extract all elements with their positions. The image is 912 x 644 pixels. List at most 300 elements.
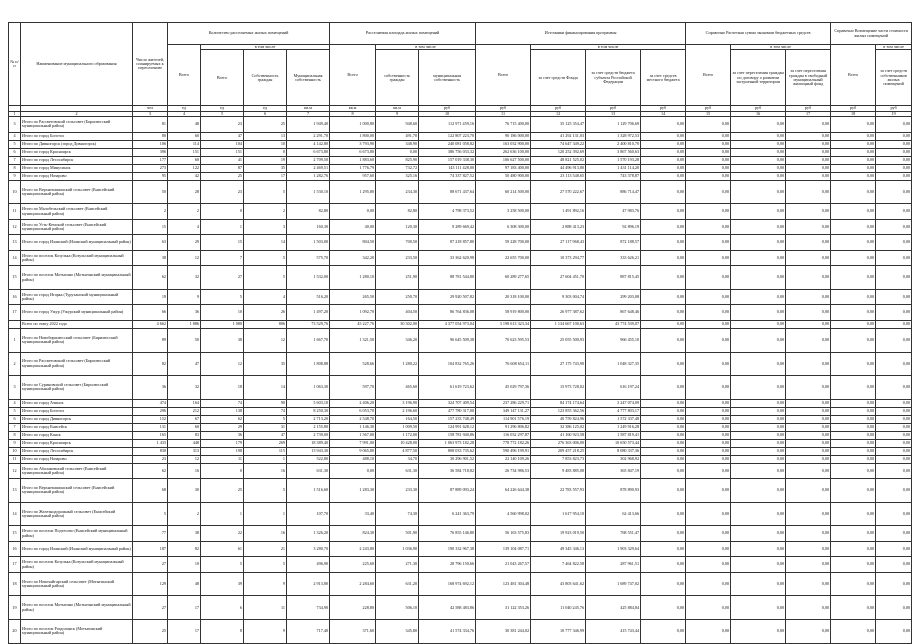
value-cell: 496,90	[287, 557, 330, 573]
municipality-name-cell: Всего по этапу 2022 года	[21, 320, 133, 328]
value-cell: 32	[168, 266, 201, 290]
value-cell: 0,00	[686, 541, 731, 557]
value-cell: 0,00	[686, 117, 731, 133]
value-cell: 87	[201, 164, 244, 172]
value-cell: 0,00	[731, 204, 786, 220]
value-cell: 0,00	[831, 305, 876, 321]
value-cell: 0,00	[831, 423, 876, 431]
value-cell: 404,50	[376, 305, 419, 321]
row-number-cell: 8	[9, 164, 21, 172]
header-area-incl: в том числе	[376, 45, 476, 50]
value-cell: 104	[201, 140, 244, 148]
value-cell: 488,10	[330, 455, 376, 463]
value-cell: 10	[201, 305, 244, 321]
value-cell: 7 464 822,58	[531, 557, 586, 573]
unit-cell: чел	[133, 106, 168, 111]
value-cell: 465,60	[376, 376, 419, 400]
value-cell: 0,00	[786, 352, 831, 376]
header-economy-total: Всего	[686, 45, 731, 106]
value-cell: 10	[244, 140, 287, 148]
value-cell: 29	[201, 423, 244, 431]
value-cell: 2 284,60	[330, 572, 376, 596]
value-cell: 966 455,10	[586, 328, 641, 352]
value-cell: 0,00	[876, 164, 912, 172]
value-cell: 743 378,87	[586, 172, 641, 180]
value-cell: 112 971 459,16	[419, 117, 476, 133]
row-number-cell: 18	[9, 572, 21, 596]
value-cell: 90 186 000,00	[476, 132, 531, 140]
table-row	[9, 204, 912, 220]
value-cell: 1 328 972,53	[586, 132, 641, 140]
header-funding-group: Источники финансирования программы	[476, 23, 686, 45]
value-cell: 0,00	[786, 328, 831, 352]
value-cell: 25	[244, 117, 287, 133]
value-cell: 0,00	[786, 431, 831, 439]
row-number-cell: 17	[9, 557, 21, 573]
value-cell: 0,00	[831, 376, 876, 400]
value-cell: 0,00	[786, 399, 831, 407]
municipality-name-cell: Итого по город Боготол	[21, 407, 133, 415]
value-cell: 26 977 387,62	[531, 305, 586, 321]
value-cell: 4 377 054 973,04	[419, 320, 476, 328]
value-cell: 0,00	[731, 148, 786, 156]
value-cell: 0,00	[686, 455, 731, 463]
row-number-cell: 20	[9, 620, 21, 644]
value-cell: 115	[244, 447, 287, 455]
column-number-cell: 8	[330, 111, 376, 116]
value-cell: 138	[201, 407, 244, 415]
value-cell: 73 529,76	[287, 320, 330, 328]
value-cell: 296	[133, 407, 168, 415]
value-cell: 0,00	[876, 266, 912, 290]
value-cell: 90	[244, 399, 287, 407]
table-row	[9, 132, 912, 140]
row-number-cell: 15	[9, 526, 21, 542]
value-cell: 325,16	[376, 172, 419, 180]
value-cell: 0,00	[686, 266, 731, 290]
value-cell: 39	[201, 572, 244, 596]
value-cell: 872 188,57	[586, 235, 641, 251]
value-cell: 1 280,22	[376, 352, 419, 376]
value-cell: 4 777 803,17	[586, 407, 641, 415]
value-cell: 80	[133, 132, 168, 140]
value-cell: 1 063,30	[287, 376, 330, 400]
row-number-cell: 4	[9, 399, 21, 407]
value-cell: 233,50	[376, 250, 419, 266]
value-cell: 48	[168, 117, 201, 133]
value-cell: 77	[133, 526, 168, 542]
row-number-cell: 2	[9, 352, 21, 376]
row-number-cell: 7	[9, 423, 21, 431]
table-row	[9, 172, 912, 180]
value-cell: 4	[244, 289, 287, 305]
row-number-cell: 10	[9, 180, 21, 204]
value-cell: 32 386 125,02	[531, 423, 586, 431]
value-cell: 0,00	[876, 148, 912, 156]
value-cell: 2 406,20	[330, 399, 376, 407]
row-number-cell: 15	[9, 266, 21, 290]
municipality-name-cell: Итого по Малобельский сельсовет (Енисейский муниципальный район)	[21, 204, 133, 220]
column-number-cell: 3	[133, 111, 168, 116]
value-cell: 0,00	[686, 439, 731, 447]
row-number-cell: 11	[9, 455, 21, 463]
value-cell: 0,00	[686, 447, 731, 455]
value-cell: 1 883,60	[330, 156, 376, 164]
value-cell: 474	[133, 399, 168, 407]
value-cell: 8 250,30	[287, 407, 330, 415]
value-cell: 1 000,80	[330, 117, 376, 133]
municipality-name-cell: Итого по Верхнепашинский сельсовет (Енисейский муниципальный район)	[21, 479, 133, 503]
value-cell: 225,60	[330, 557, 376, 573]
value-cell: 97 183 400,00	[476, 164, 531, 172]
value-cell: 0,00	[876, 204, 912, 220]
value-cell: 0,00	[641, 235, 686, 251]
value-cell: 867 648,46	[586, 305, 641, 321]
value-cell: 0,00	[876, 250, 912, 266]
value-cell: 0,00	[731, 352, 786, 376]
value-cell: 0,00	[641, 305, 686, 321]
value-cell: 732,72	[376, 164, 419, 172]
municipality-name-cell: Итого по город Иланский (Иланский муниципальный район)	[21, 541, 133, 557]
value-cell: 233,30	[376, 479, 419, 503]
value-cell: 0,00	[731, 479, 786, 503]
value-cell: 3 258 500,00	[476, 204, 531, 220]
value-cell: 324 707 409,54	[419, 399, 476, 407]
value-cell: 830	[133, 447, 168, 455]
value-cell: 0,00	[731, 235, 786, 251]
value-cell: 0,00	[831, 407, 876, 415]
value-cell: 0,00	[686, 479, 731, 503]
value-cell: 2 913,80	[287, 572, 330, 596]
value-cell: 250,70	[376, 289, 419, 305]
value-cell: 590 496 199,91	[476, 447, 531, 455]
value-cell: 825,90	[376, 156, 419, 164]
value-cell: 734,90	[287, 596, 330, 620]
municipality-name-cell: Итого по Абалаковский сельсовет (Енисейский муниципальный район)	[21, 463, 133, 479]
value-cell: 0,00	[686, 132, 731, 140]
value-cell: 0,00	[786, 117, 831, 133]
municipality-name-cell: Итого по Новохайгарский сельсовет (Мотыгинский муниципальный район)	[21, 572, 133, 596]
value-cell: 415 743,44	[586, 620, 641, 644]
value-cell: 31	[244, 423, 287, 431]
municipality-name-cell: Итого по город Назарово	[21, 172, 133, 180]
value-cell: 0,00	[831, 526, 876, 542]
table-body	[9, 117, 912, 643]
value-cell: 0,00	[786, 164, 831, 172]
value-cell: 45 029 797,36	[476, 376, 531, 400]
value-cell: 0,00	[641, 376, 686, 400]
value-cell: 157 019 338,30	[419, 156, 476, 164]
value-cell: 0,00	[641, 596, 686, 620]
table-row	[9, 235, 912, 251]
value-cell: 0,00	[831, 479, 876, 503]
row-number-cell: 5	[9, 140, 21, 148]
value-cell: 5	[201, 289, 244, 305]
value-cell: 48 821 525,02	[531, 156, 586, 164]
municipality-name-cell: Итого по город Минусинск	[21, 164, 133, 172]
value-cell: 0,00	[641, 219, 686, 235]
value-cell: 1 080	[201, 320, 244, 328]
value-cell: 20 318 100,00	[476, 289, 531, 305]
value-cell: 0,00	[786, 526, 831, 542]
value-cell: 23	[201, 117, 244, 133]
value-cell: 0,00	[686, 352, 731, 376]
value-cell: 10 373 294,77	[531, 250, 586, 266]
value-cell: 1 326,20	[287, 526, 330, 542]
value-cell: 0,00	[641, 431, 686, 439]
value-cell: 41 574 334,76	[419, 620, 476, 644]
value-cell: 0,00	[731, 407, 786, 415]
value-cell: 70 623 595,53	[476, 328, 531, 352]
column-number-cell: 5	[201, 111, 244, 116]
value-cell: 0,00	[831, 447, 876, 455]
value-cell: 0,00	[686, 219, 731, 235]
value-cell: 1 689 747,02	[586, 572, 641, 596]
value-cell: 0,00	[831, 289, 876, 305]
value-cell: 1 092,70	[330, 305, 376, 321]
value-cell: 18 389,40	[287, 439, 330, 447]
value-cell: 1 808,88	[287, 352, 330, 376]
value-cell: 345,80	[376, 620, 419, 644]
row-number-cell: 16	[9, 541, 21, 557]
value-cell: 41	[201, 156, 244, 164]
value-cell: 0,00	[641, 439, 686, 447]
row-number-cell: 9	[9, 439, 21, 447]
value-cell: 0,00	[731, 455, 786, 463]
value-cell: 0,00	[641, 148, 686, 156]
value-cell: 1 129 706,69	[586, 117, 641, 133]
value-cell: 778 772 182,26	[476, 439, 531, 447]
value-cell: 209 457 218,25	[531, 447, 586, 455]
value-cell: 0,00	[876, 447, 912, 455]
value-cell: 0,00	[731, 376, 786, 400]
value-cell: 47	[244, 431, 287, 439]
value-cell: 0,00	[831, 596, 876, 620]
value-cell: 0,00	[831, 620, 876, 644]
value-cell: 16	[244, 463, 287, 479]
value-cell: 87 889 093,24	[419, 479, 476, 503]
value-cell: 5 603,10	[287, 399, 330, 407]
value-cell: 49 345 346,13	[531, 541, 586, 557]
table-row	[9, 439, 912, 447]
value-cell: 122	[168, 164, 201, 172]
value-cell: 276 363 006,00	[531, 439, 586, 447]
value-cell: 2	[244, 204, 287, 220]
header-count-total-sub: Всего	[201, 50, 244, 106]
value-cell: 0,00	[731, 172, 786, 180]
municipality-name-cell: Итого по Суриновский сельсовет (Бирилюсский муниципальный район)	[21, 376, 133, 400]
value-cell: 22 655 700,00	[476, 250, 531, 266]
value-cell: 47 983,76	[586, 204, 641, 220]
value-cell: 1 516,60	[287, 479, 330, 503]
value-cell: 27	[133, 596, 168, 620]
value-cell: 60 214 500,00	[476, 180, 531, 204]
value-cell: 0,00	[731, 140, 786, 148]
value-cell: 6 241 363,79	[419, 502, 476, 526]
value-cell: 0,00	[641, 557, 686, 573]
value-cell: 43 774 539,07	[586, 320, 641, 328]
value-cell: 1 433	[133, 439, 168, 447]
municipality-name-cell: Итого по Железнодорожный сельсовет (Енисейский муниципальный район)	[21, 502, 133, 526]
value-cell: 804,50	[330, 235, 376, 251]
value-cell: 160,30	[287, 219, 330, 235]
value-cell: 0,00	[876, 541, 912, 557]
value-cell: 1 036,90	[376, 541, 419, 557]
value-cell: 396	[133, 148, 168, 156]
value-cell: 0,00	[786, 557, 831, 573]
value-cell: 0,00	[731, 557, 786, 573]
unit-cell: руб	[731, 106, 786, 111]
value-cell: 21 043 267,57	[476, 557, 531, 573]
unit-cell: руб	[641, 106, 686, 111]
value-cell: 164,50	[376, 415, 419, 423]
value-cell: 84 174 174,64	[531, 399, 586, 407]
header-excess-incl: в том числе	[876, 45, 912, 50]
value-cell: 0,00	[686, 328, 731, 352]
value-cell: 82	[168, 541, 201, 557]
value-cell: 2 196,60	[376, 407, 419, 415]
table-row	[9, 219, 912, 235]
header-residents: Число жителей, планируемых к переселению	[133, 23, 168, 106]
value-cell: 349 147 131,27	[476, 407, 531, 415]
value-cell: 0,00	[831, 572, 876, 596]
header-count-total: Всего	[168, 45, 201, 106]
value-cell: 5	[244, 266, 287, 290]
table-row	[9, 572, 912, 596]
value-cell: 0,00	[786, 407, 831, 415]
row-number-cell: 1	[9, 328, 21, 352]
table-row	[9, 352, 912, 376]
value-cell: 0,00	[876, 479, 912, 503]
value-cell: 0,00	[731, 219, 786, 235]
value-cell: 0,00	[376, 148, 419, 156]
value-cell: 25	[201, 172, 244, 180]
value-cell: 42 588 483,86	[419, 596, 476, 620]
value-cell: 1 503,00	[287, 235, 330, 251]
value-cell: 302 968,92	[586, 455, 641, 463]
value-cell: 88 781 544,80	[419, 266, 476, 290]
value-cell: 143 111 428,00	[419, 164, 476, 172]
value-cell: 40 759 824,96	[531, 415, 586, 423]
value-cell: 2 291,70	[287, 132, 330, 140]
value-cell: 313	[168, 447, 201, 455]
value-cell: 0,00	[876, 328, 912, 352]
value-cell: 342,20	[330, 250, 376, 266]
value-cell: 287 961,51	[586, 557, 641, 573]
value-cell: 1 886	[168, 320, 201, 328]
row-number-cell: 3	[9, 376, 21, 400]
column-number-cell: 11	[476, 111, 531, 116]
value-cell: 1 321,50	[330, 328, 376, 352]
value-cell: 74	[244, 407, 287, 415]
value-cell: 6 053,70	[330, 407, 376, 415]
value-cell: 0,00	[831, 204, 876, 220]
value-cell: 58 919 800,00	[476, 305, 531, 321]
value-cell: 45 227,76	[330, 320, 376, 328]
value-cell: 1 617 954,10	[531, 502, 586, 526]
value-cell: 76 608 654,11	[476, 352, 531, 376]
row-number-cell: 6	[9, 148, 21, 156]
value-cell: 7 853 823,73	[531, 455, 586, 463]
value-cell: 0,00	[831, 117, 876, 133]
value-cell: 19	[133, 289, 168, 305]
table-header	[9, 23, 912, 117]
unit-cell: руб	[686, 106, 731, 111]
unit-cell: ед	[168, 106, 201, 111]
value-cell: 0,00	[831, 557, 876, 573]
table-row	[9, 320, 912, 328]
value-cell: 13 943,30	[287, 447, 330, 455]
value-cell: 0,00	[731, 320, 786, 328]
value-cell: 89	[133, 328, 168, 352]
value-cell: 41 160 923,58	[531, 431, 586, 439]
value-cell: 212	[168, 407, 201, 415]
value-cell: 1 431 114,20	[586, 164, 641, 172]
value-cell: 0,00	[786, 180, 831, 204]
value-cell: 3 196,90	[376, 399, 419, 407]
value-cell: 0,00	[641, 415, 686, 423]
value-cell: 6 673,80	[287, 148, 330, 156]
value-cell: 2 739,00	[287, 431, 330, 439]
value-cell: 0,00	[786, 235, 831, 251]
value-cell: 12	[201, 352, 244, 376]
header-economy-group: Справочно Расчетная сумма экономии бюджетных средств	[686, 23, 831, 45]
municipality-name-cell: Итого по Рассветовский сельсовет (Бирилюсский муниципальный район)	[21, 117, 133, 133]
value-cell: 1 667,70	[287, 328, 330, 352]
value-cell: 0,00	[686, 431, 731, 439]
value-cell: 22	[201, 526, 244, 542]
value-cell: 38	[201, 328, 244, 352]
value-cell: 0,00	[686, 407, 731, 415]
value-cell: 3 198 613 323,34	[476, 320, 531, 328]
value-cell: 0,00	[831, 156, 876, 164]
table-row	[9, 557, 912, 573]
value-cell: 27	[133, 557, 168, 573]
value-cell: 0,00	[786, 455, 831, 463]
row-number-cell: 12	[9, 463, 21, 479]
value-cell: 808 033 735,62	[419, 447, 476, 455]
value-cell: 61 619 723,62	[419, 376, 476, 400]
value-cell: 4 798 373,52	[419, 204, 476, 220]
value-cell: 0,00	[641, 320, 686, 328]
value-cell: 152	[133, 415, 168, 423]
value-cell: 0,00	[786, 572, 831, 596]
value-cell: 0,00	[731, 431, 786, 439]
value-cell: 0,00	[876, 352, 912, 376]
value-cell: 0,00	[731, 447, 786, 455]
unit-cell: руб	[419, 106, 476, 111]
column-number-cell: 1	[9, 111, 21, 116]
value-cell: 5	[244, 479, 287, 503]
value-cell: 2 548,70	[330, 415, 376, 423]
value-cell: 0,00	[330, 463, 376, 479]
column-number-cell: 4	[168, 111, 201, 116]
value-cell: 491,70	[376, 132, 419, 140]
value-cell: 0,00	[731, 415, 786, 423]
value-cell: 0	[201, 463, 244, 479]
value-cell: 0,00	[731, 423, 786, 431]
value-cell: 0,00	[831, 164, 876, 172]
value-cell: 1 009,50	[376, 423, 419, 431]
value-cell: 42	[168, 172, 201, 180]
value-cell: 38	[168, 526, 201, 542]
value-cell: 17	[168, 596, 201, 620]
value-cell: 0,00	[831, 148, 876, 156]
value-cell: 0,00	[831, 415, 876, 423]
value-cell: 6 308 300,00	[476, 219, 531, 235]
value-cell: 123 481 304,48	[476, 572, 531, 596]
value-cell: 0,00	[831, 320, 876, 328]
